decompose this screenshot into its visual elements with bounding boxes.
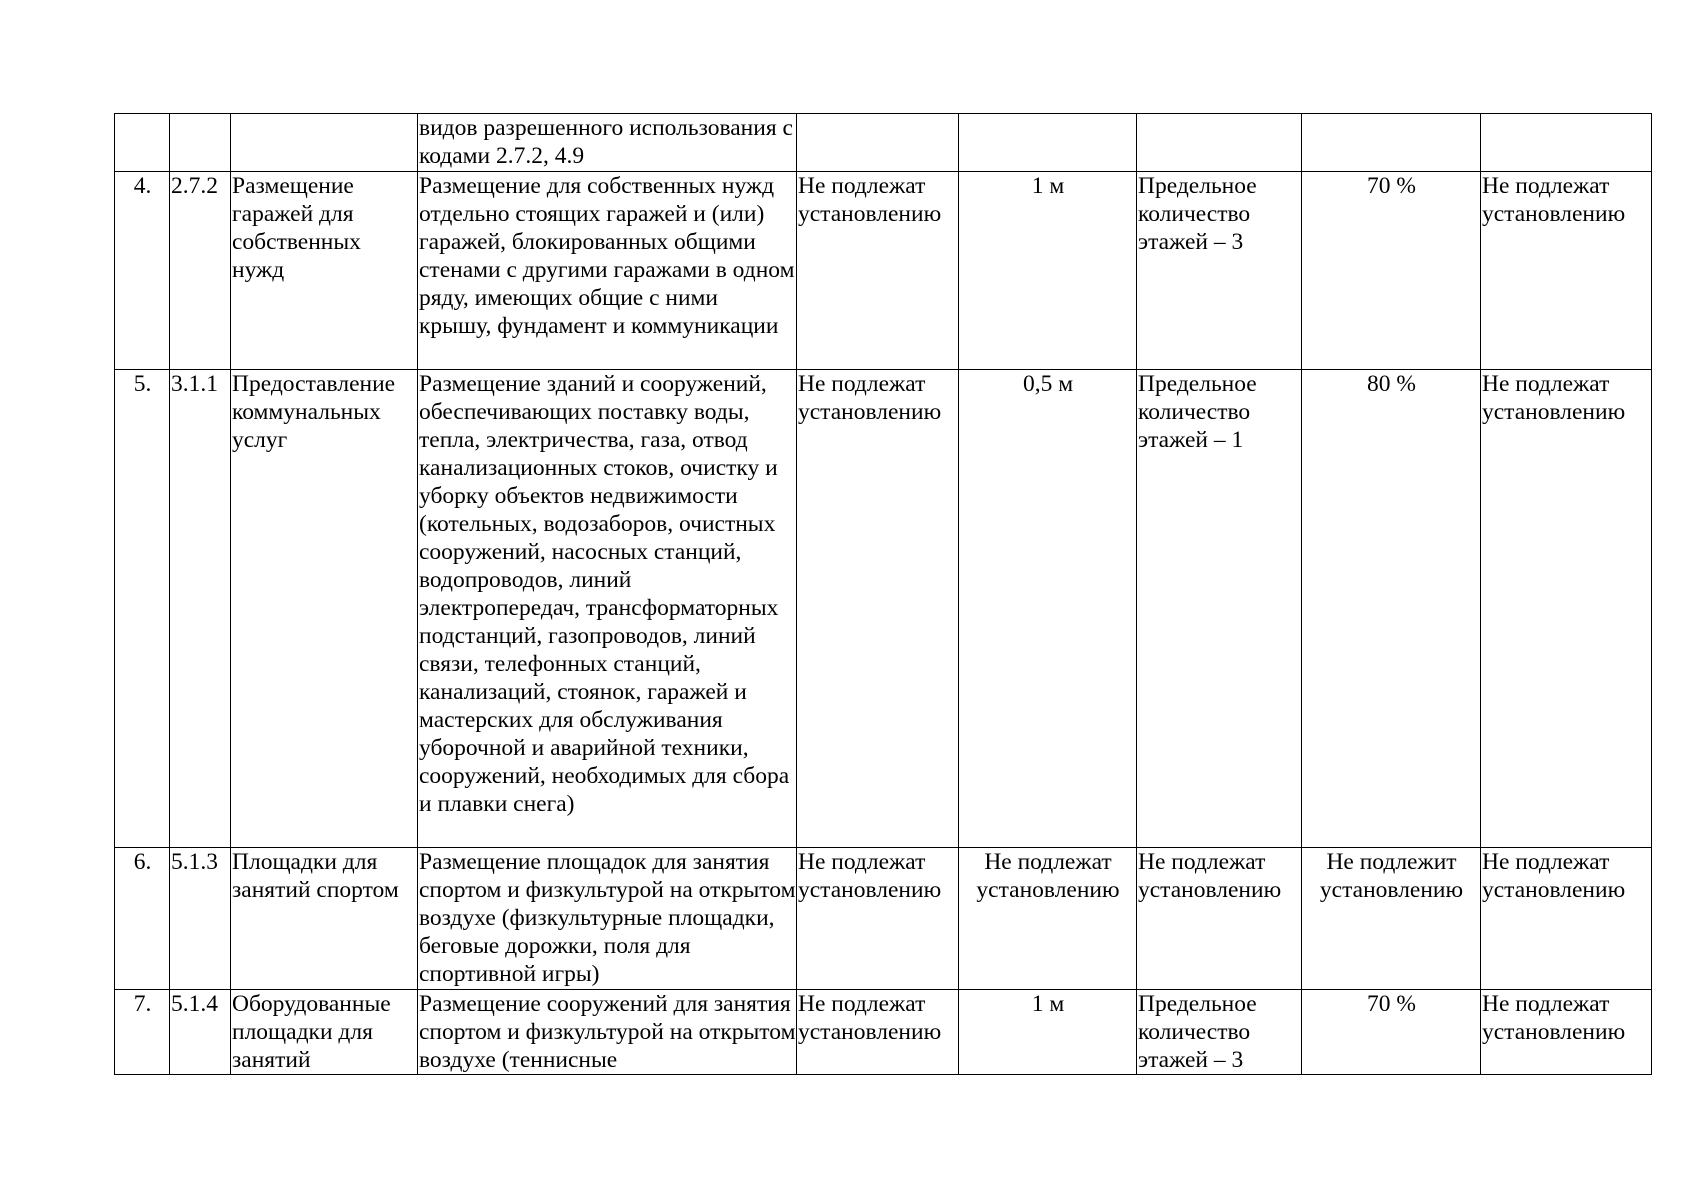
min-plot-cell: Не подлежат установлению bbox=[797, 990, 959, 1075]
floors-cell bbox=[1137, 114, 1302, 172]
min-plot-cell bbox=[797, 114, 959, 172]
setback-cell: 1 м bbox=[959, 990, 1137, 1075]
row-number-cell: 5. bbox=[115, 370, 170, 848]
row-number-cell bbox=[115, 114, 170, 172]
code-cell: 2.7.2 bbox=[170, 172, 231, 370]
use-name-cell: Оборудованные площадки для занятий bbox=[231, 990, 418, 1075]
setback-cell: 1 м bbox=[959, 172, 1137, 370]
coverage-cell: 80 % bbox=[1302, 370, 1481, 848]
coverage-cell bbox=[1302, 114, 1481, 172]
use-description-cell: видов разрешенного использования с кодами 2.7.2, 4.9 bbox=[418, 114, 797, 172]
use-name-cell: Размещение гаражей для собственных нужд bbox=[231, 172, 418, 370]
setback-cell bbox=[959, 114, 1137, 172]
code-cell: 5.1.3 bbox=[170, 848, 231, 990]
other-limits-cell: Не подлежат установлению bbox=[1481, 848, 1652, 990]
coverage-cell: 70 % bbox=[1302, 172, 1481, 370]
table-row bbox=[115, 990, 1652, 1075]
zoning-regulations-table bbox=[114, 113, 1652, 1075]
use-name-cell bbox=[231, 114, 418, 172]
row-number-cell: 7. bbox=[115, 990, 170, 1075]
code-cell bbox=[170, 114, 231, 172]
use-description-cell: Размещение площадок для занятия спортом и физкультурой на открытом воздухе (физкультурные площадки, беговые дорожки, поля для спортивной игры) bbox=[418, 848, 797, 990]
row-number-cell: 6. bbox=[115, 848, 170, 990]
floors-cell: Предельное количество этажей – 3 bbox=[1137, 172, 1302, 370]
other-limits-cell: Не подлежат установлению bbox=[1481, 172, 1652, 370]
coverage-cell: 70 % bbox=[1302, 990, 1481, 1075]
min-plot-cell: Не подлежат установлению bbox=[797, 848, 959, 990]
use-name-cell: Площадки для занятий спортом bbox=[231, 848, 418, 990]
table-row bbox=[115, 114, 1652, 172]
table-row bbox=[115, 370, 1652, 848]
table-row bbox=[115, 172, 1652, 370]
use-description-cell: Размещение для собственных нужд отдельно стоящих гаражей и (или) гаражей, блокированных общими стенами с другими гаражами в одном ряду, имеющих общие с ними крышу, фундамент и коммуникации bbox=[418, 172, 797, 370]
setback-cell: 0,5 м bbox=[959, 370, 1137, 848]
floors-cell: Предельное количество этажей – 3 bbox=[1137, 990, 1302, 1075]
use-description-cell: Размещение зданий и сооружений, обеспечивающих поставку воды, тепла, электричества, газа, отвод канализационных стоков, очистку и уборку объектов недвижимости (котельных, водозаборов, очистных сооружений, насосных станций, водопроводов, линий электропередач, трансформаторных подстанций, газопроводов, линий связи, телефонных станций, канализаций, стоянок, гаражей и мастерских для обслуживания уборочной и аварийной техники, сооружений, необходимых для сбора и плавки снега) bbox=[418, 370, 797, 848]
floors-cell: Предельное количество этажей – 1 bbox=[1137, 370, 1302, 848]
use-description-cell: Размещение сооружений для занятия спортом и физкультурой на открытом воздухе (теннисные bbox=[419, 991, 796, 1073]
floors-cell: Не подлежат установлению bbox=[1137, 848, 1302, 990]
other-limits-cell bbox=[1481, 114, 1652, 172]
other-limits-cell: Не подлежат установлению bbox=[1481, 990, 1652, 1075]
use-name-cell: Предоставление коммунальных услуг bbox=[231, 370, 418, 848]
min-plot-cell: Не подлежат установлению bbox=[797, 370, 959, 848]
other-limits-cell: Не подлежат установлению bbox=[1481, 370, 1652, 848]
setback-cell: Не подлежат установлению bbox=[959, 848, 1137, 990]
min-plot-cell: Не подлежат установлению bbox=[797, 172, 959, 370]
code-cell: 5.1.4 bbox=[170, 990, 231, 1075]
coverage-cell: Не подлежит установлению bbox=[1302, 848, 1481, 990]
row-number-cell: 4. bbox=[115, 172, 170, 370]
table-row bbox=[115, 848, 1652, 990]
code-cell: 3.1.1 bbox=[170, 370, 231, 848]
